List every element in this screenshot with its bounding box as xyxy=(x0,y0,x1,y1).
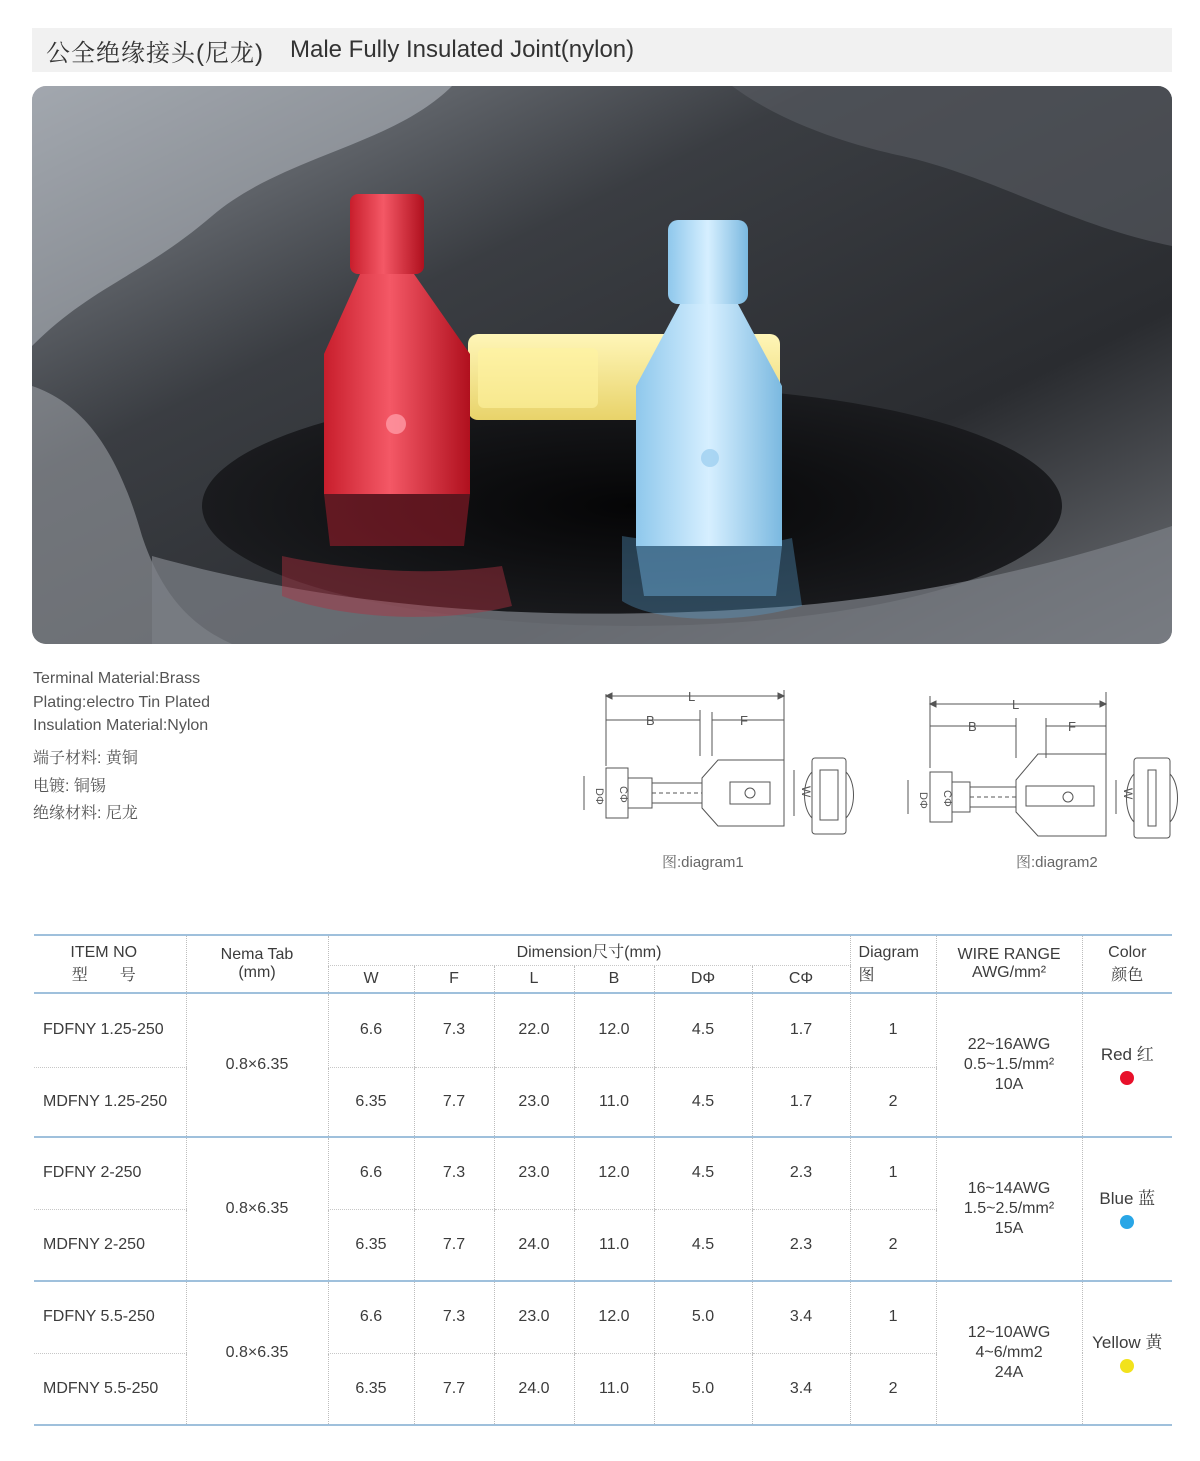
dim-label-b: B xyxy=(968,719,977,734)
wire-range xyxy=(936,1137,1082,1281)
nema-tab: 0.8×6.35 xyxy=(186,993,328,1137)
dim-l: 24.0 xyxy=(494,1353,574,1425)
spec-line: Plating:electro Tin Plated xyxy=(33,693,210,711)
diagram-ref: 2 xyxy=(850,1209,936,1281)
dim-l: 23.0 xyxy=(494,1067,574,1137)
dim-c: 1.7 xyxy=(752,1067,850,1137)
table-row xyxy=(34,1281,1172,1353)
wire-mm: 1.5~2.5/mm² xyxy=(963,1200,1055,1217)
dim-d: 4.5 xyxy=(654,1209,752,1281)
header-d: DΦ xyxy=(654,965,752,993)
wire-awg: 22~16AWG xyxy=(967,1036,1051,1053)
dim-label-l: L xyxy=(688,689,696,704)
wire-awg: 12~10AWG xyxy=(967,1324,1051,1341)
dim-b: 12.0 xyxy=(574,1137,654,1209)
dim-b: 11.0 xyxy=(574,1067,654,1137)
material-specs-en xyxy=(33,667,210,738)
dim-w: 6.35 xyxy=(328,1209,414,1281)
dim-label-w: W xyxy=(1121,788,1135,800)
dim-c: 1.7 xyxy=(752,993,850,1067)
col-wire xyxy=(936,935,1082,993)
header-nema: Nema Tab xyxy=(220,946,294,963)
dim-label-d: DΦ xyxy=(917,792,929,809)
color-label: Yellow 黄 xyxy=(1092,1333,1163,1352)
item-no: FDFNY 1.25-250 xyxy=(34,993,186,1067)
spec-line-cn: 电镀: 铜锡 xyxy=(33,777,106,795)
dim-c: 2.3 xyxy=(752,1209,850,1281)
table-row xyxy=(34,993,1172,1067)
wire-range xyxy=(936,1281,1082,1425)
col-color xyxy=(1082,935,1172,993)
dim-label-b: B xyxy=(646,713,655,728)
dim-b: 12.0 xyxy=(574,993,654,1067)
spec-line: Terminal Material:Brass xyxy=(33,670,201,687)
spec-line-cn: 绝缘材料: 尼龙 xyxy=(33,805,138,822)
dim-w: 6.6 xyxy=(328,993,414,1067)
wire-amp: 24A xyxy=(994,1364,1024,1381)
header-wire: WIRE RANGE xyxy=(957,946,1061,963)
diagram-ref: 1 xyxy=(850,1137,936,1209)
dim-d: 4.5 xyxy=(654,1137,752,1209)
dim-c: 3.4 xyxy=(752,1353,850,1425)
diagram-ref: 1 xyxy=(850,1281,936,1353)
material-specs-cn xyxy=(33,745,138,828)
diagram-2-caption: 图:diagram2 xyxy=(1016,854,1098,871)
dim-label-f: F xyxy=(740,713,748,728)
header-diagram-en: Diagram xyxy=(858,943,919,961)
dim-w: 6.35 xyxy=(328,1067,414,1137)
color-label: Red 红 xyxy=(1100,1045,1154,1064)
wire-amp: 15A xyxy=(994,1220,1024,1237)
col-item xyxy=(34,935,186,993)
col-diagram xyxy=(850,935,936,993)
dim-w: 6.6 xyxy=(328,1137,414,1209)
page-title-cn: 公全绝缘接头(尼龙) xyxy=(46,39,264,67)
wire-awg: 16~14AWG xyxy=(967,1180,1051,1197)
dim-label-l: L xyxy=(1012,697,1020,712)
nema-tab: 0.8×6.35 xyxy=(186,1137,328,1281)
color-dot xyxy=(1120,1359,1134,1373)
header-w: W xyxy=(328,965,414,993)
spec-line: Insulation Material:Nylon xyxy=(33,717,209,734)
color-cell xyxy=(1082,1281,1172,1425)
header-item-en: ITEM NO xyxy=(70,943,138,961)
header-wire-unit: AWG/mm² xyxy=(972,964,1047,981)
wire-range xyxy=(936,993,1082,1137)
dim-label-c: CΦ xyxy=(617,786,629,803)
color-label: Blue 蓝 xyxy=(1099,1189,1156,1208)
diagram-2 xyxy=(902,688,1192,853)
dim-label-c: CΦ xyxy=(941,790,953,807)
dim-f: 7.7 xyxy=(414,1353,494,1425)
dim-d: 4.5 xyxy=(654,993,752,1067)
color-cell xyxy=(1082,1137,1172,1281)
dim-d: 4.5 xyxy=(654,1067,752,1137)
color-dot xyxy=(1120,1071,1134,1085)
dim-label-d: DΦ xyxy=(593,788,605,805)
dim-c: 2.3 xyxy=(752,1137,850,1209)
diagram-ref: 2 xyxy=(850,1067,936,1137)
spec-table xyxy=(34,934,1172,1426)
dim-l: 23.0 xyxy=(494,1137,574,1209)
header-dimension: Dimension尺寸(mm) xyxy=(328,935,850,965)
product-photo xyxy=(32,86,1172,644)
header-b: B xyxy=(574,965,654,993)
item-no: FDFNY 2-250 xyxy=(34,1137,186,1209)
dim-label-f: F xyxy=(1068,719,1076,734)
dim-b: 11.0 xyxy=(574,1209,654,1281)
header-c: CΦ xyxy=(752,965,850,993)
table-row xyxy=(34,1137,1172,1209)
wire-mm: 0.5~1.5/mm² xyxy=(963,1056,1055,1073)
wire-mm: 4~6/mm2 xyxy=(975,1344,1043,1361)
header-item-cn: 型 号 xyxy=(71,966,136,984)
diagram-ref: 2 xyxy=(850,1353,936,1425)
dim-b: 12.0 xyxy=(574,1281,654,1353)
spec-line-cn: 端子材料: 黄铜 xyxy=(33,750,138,767)
item-no: MDFNY 5.5-250 xyxy=(34,1353,186,1425)
dim-w: 6.6 xyxy=(328,1281,414,1353)
col-nema xyxy=(186,935,328,993)
header-f: F xyxy=(414,965,494,993)
item-no: MDFNY 2-250 xyxy=(34,1209,186,1281)
dim-f: 7.7 xyxy=(414,1209,494,1281)
header-nema-unit: (mm) xyxy=(238,964,276,981)
header-color-en: Color xyxy=(1108,943,1147,961)
dim-f: 7.3 xyxy=(414,1281,494,1353)
item-no: FDFNY 5.5-250 xyxy=(34,1281,186,1353)
dim-b: 11.0 xyxy=(574,1353,654,1425)
header-l: L xyxy=(494,965,574,993)
dim-label-w: W xyxy=(799,786,813,798)
dim-c: 3.4 xyxy=(752,1281,850,1353)
header-color-cn: 颜色 xyxy=(1111,966,1144,984)
header-diagram-cn: 图 xyxy=(858,966,875,984)
dim-f: 7.3 xyxy=(414,1137,494,1209)
wire-amp: 10A xyxy=(994,1076,1024,1093)
dim-f: 7.7 xyxy=(414,1067,494,1137)
color-dot xyxy=(1120,1215,1134,1229)
color-cell xyxy=(1082,993,1172,1137)
page-title-en: Male Fully Insulated Joint(nylon) xyxy=(289,36,635,63)
diagram-ref: 1 xyxy=(850,993,936,1067)
dim-d: 5.0 xyxy=(654,1281,752,1353)
diagram-1-caption: 图:diagram1 xyxy=(662,854,744,871)
diagram-1 xyxy=(578,686,868,851)
title-bar xyxy=(32,28,1172,72)
item-no: MDFNY 1.25-250 xyxy=(34,1067,186,1137)
dim-l: 23.0 xyxy=(494,1281,574,1353)
dim-w: 6.35 xyxy=(328,1353,414,1425)
dim-l: 22.0 xyxy=(494,993,574,1067)
nema-tab: 0.8×6.35 xyxy=(186,1281,328,1425)
dim-d: 5.0 xyxy=(654,1353,752,1425)
dim-l: 24.0 xyxy=(494,1209,574,1281)
dim-f: 7.3 xyxy=(414,993,494,1067)
